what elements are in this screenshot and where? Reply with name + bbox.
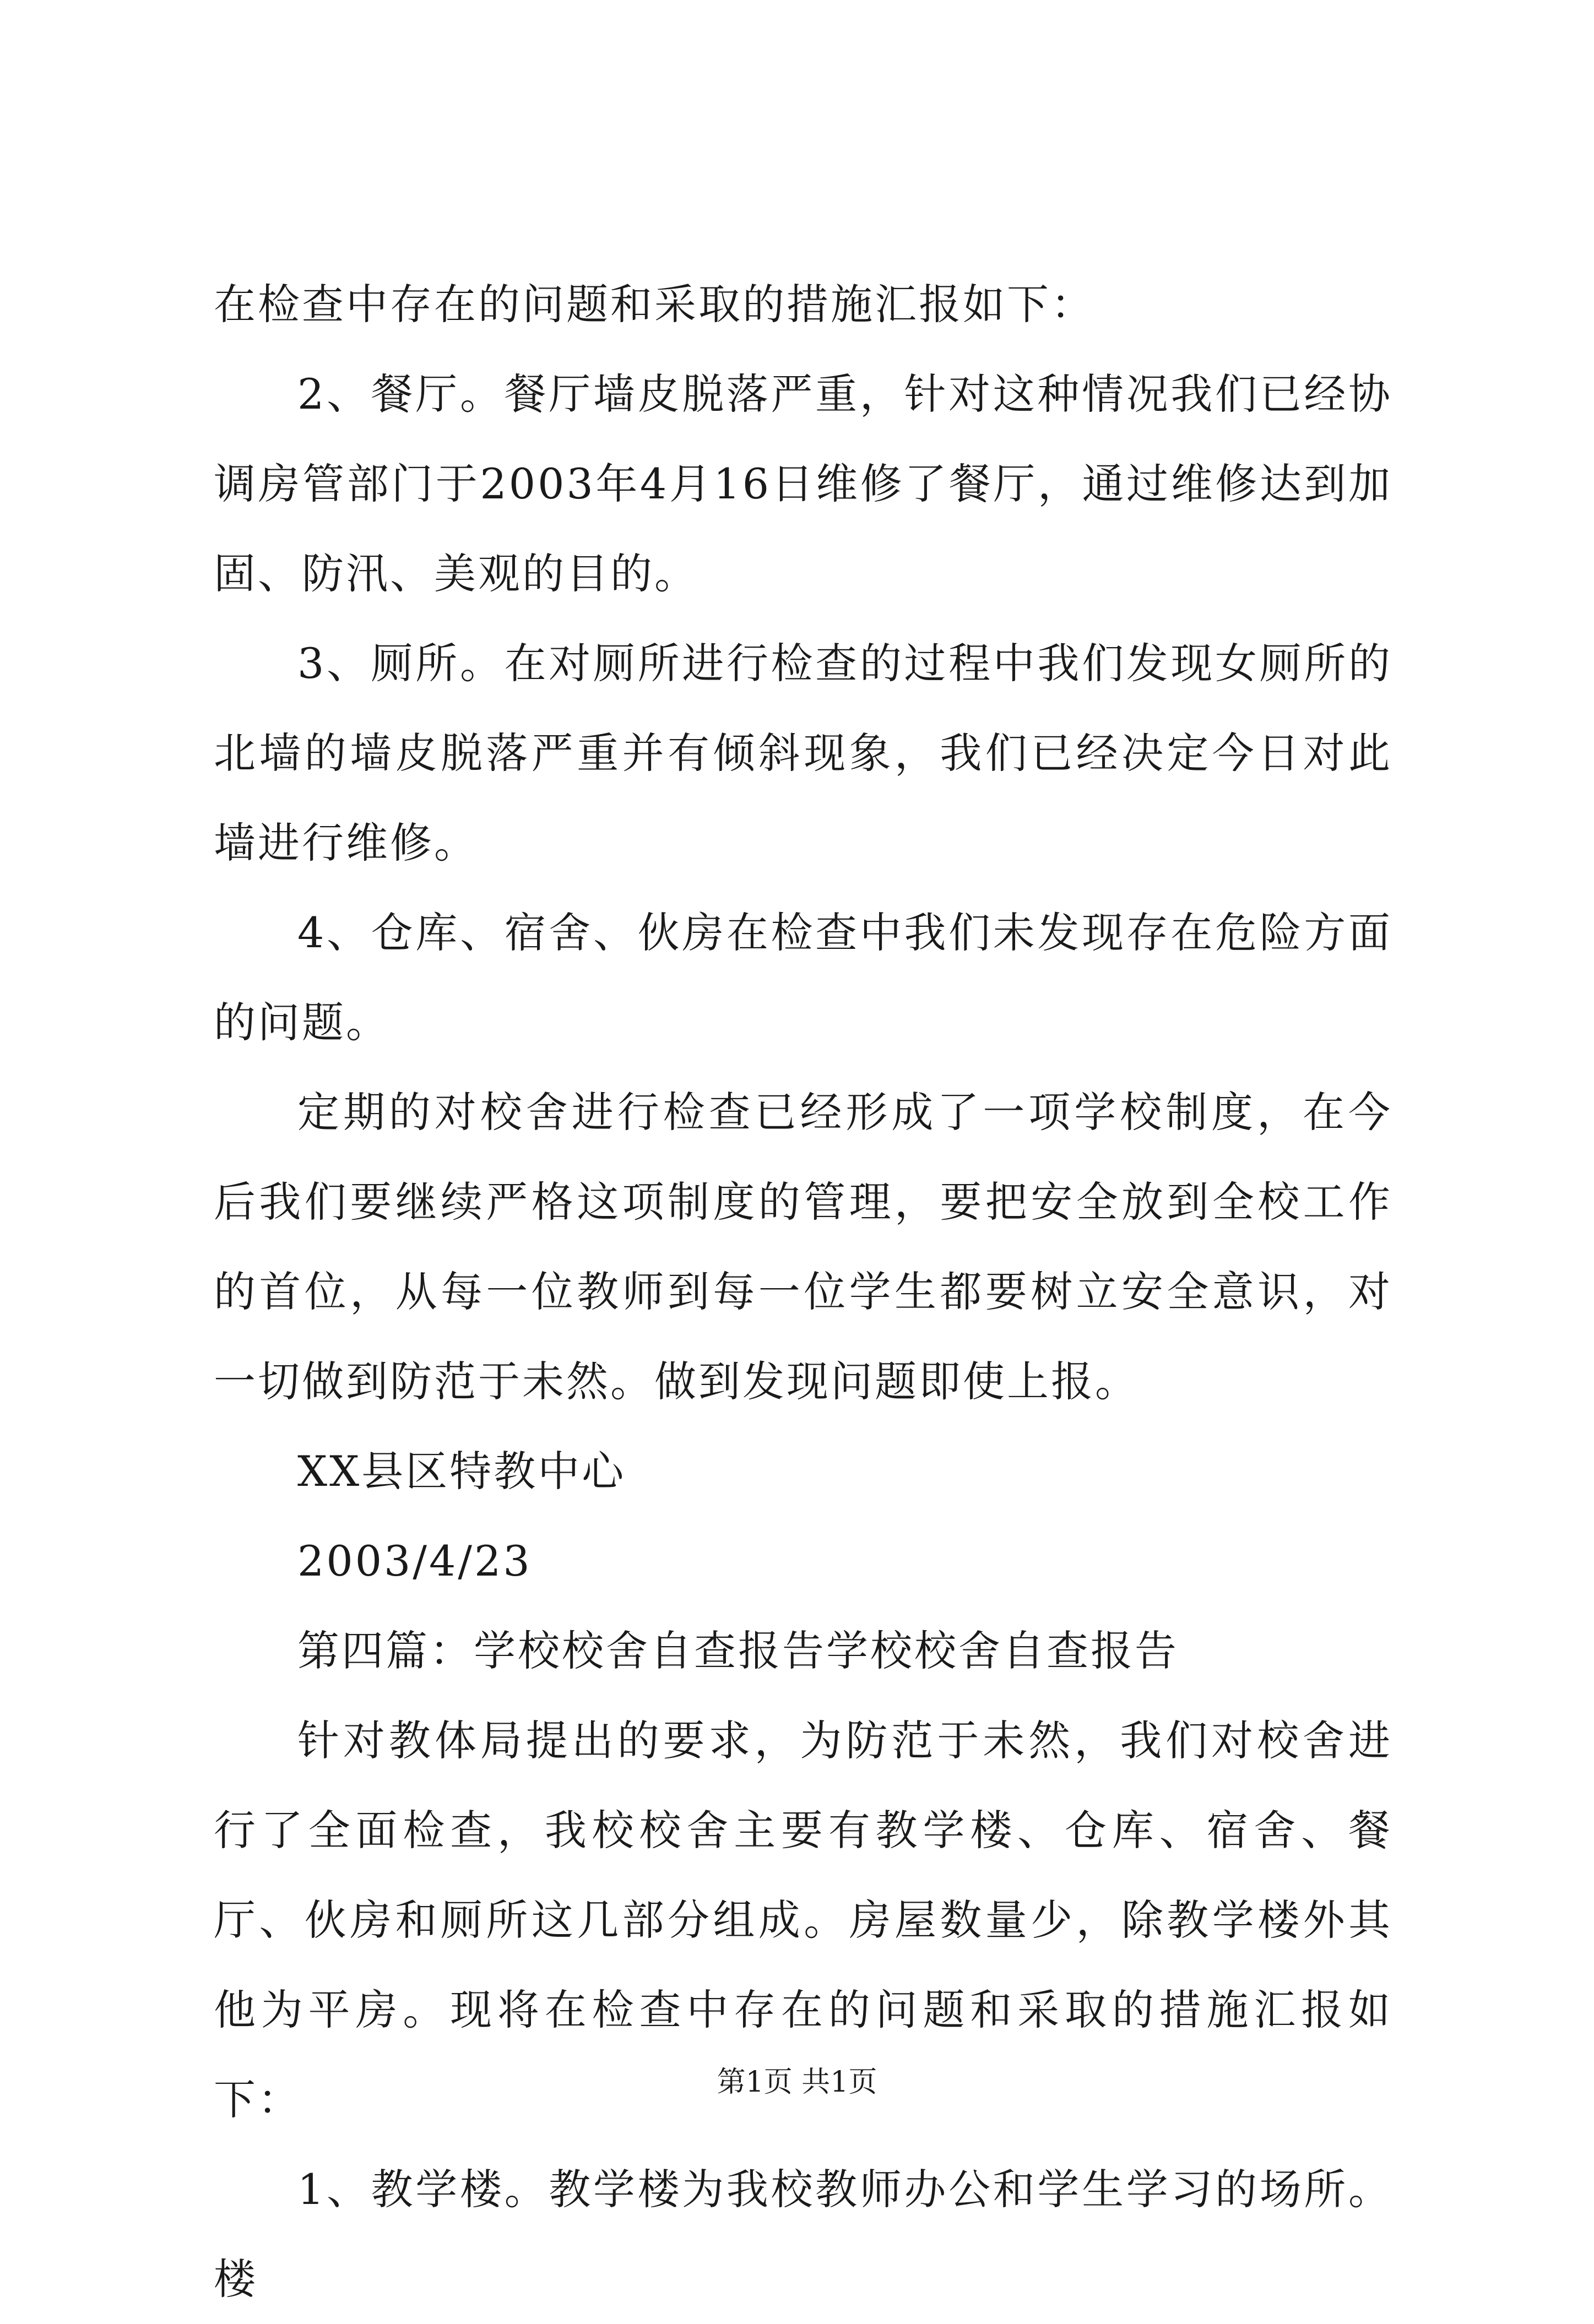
signature-date: 2003/4/23: [297, 1536, 532, 1585]
paragraph-2: 2、餐厅。餐厅墙皮脱落严重，针对这种情况我们已经协调房管部门于2003年4月16日维修了餐厅，通过维修达到加固、防汛、美观的目的。: [214, 370, 1392, 598]
paragraph-1: 在检查中存在的问题和采取的措施汇报如下：: [214, 280, 1095, 329]
section-heading: 第四篇：学校校舍自查报告学校校舍自查报告: [297, 1626, 1179, 1675]
signature-org: XX县区特教中心: [297, 1447, 626, 1496]
paragraph-9: 针对教体局提出的要求，为防范于未然，我们对校舍进行了全面检查，我校校舍主要有教学楼、仓库、宿舍、餐厅、伙房和厕所这几部分组成。房屋数量少，除教学楼外其他为平房。现将在检查中存在的问题和采取的措施汇报如下：: [214, 1716, 1392, 2124]
paragraph-5: 定期的对校舍进行检查已经形成了一项学校制度，在今后我们要继续严格这项制度的管理，要把安全放到全校工作的首位，从每一位教师到每一位学生都要树立安全意识，对一切做到防范于未然。做到发现问题即使上报。: [214, 1088, 1392, 1406]
page-footer: 第1页 共1页: [717, 2066, 877, 2099]
document-body: [214, 259, 1392, 2324]
paragraph-3: 3、厕所。在对厕所进行检查的过程中我们发现女厕所的北墙的墙皮脱落严重并有倾斜现象，我们已经决定今日对此墙进行维修。: [214, 639, 1392, 867]
paragraph-4: 4、仓库、宿舍、伙房在检查中我们未发现存在危险方面的问题。: [214, 908, 1392, 1047]
paragraph-10: 1、教学楼。教学楼为我校教师办公和学生学习的场所。楼: [214, 2165, 1392, 2304]
